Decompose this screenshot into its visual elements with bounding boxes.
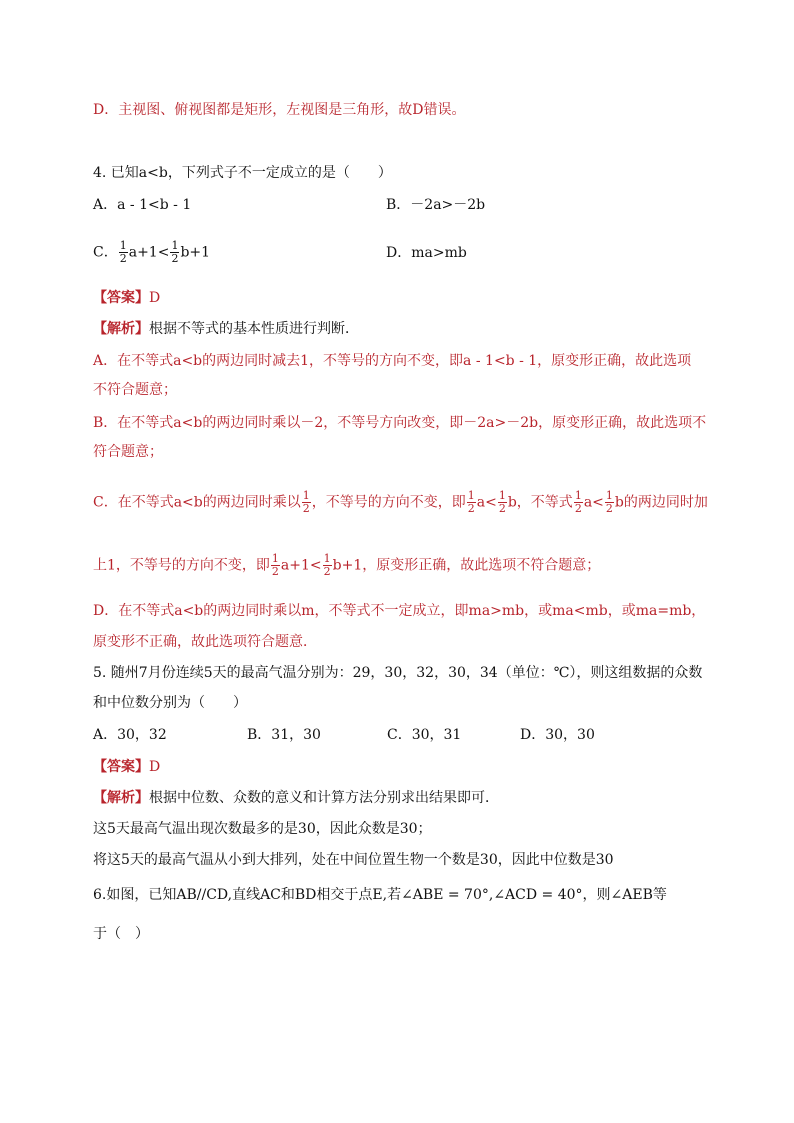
q5-explain-1: 这5天最高气温出现次数最多的是30，因此众数是30； [93,821,432,837]
q4-explain-c-1: C．在不等式a<b的两边同时乘以 $\frac{1}{2}$ ，不等号的方向不变，即 $\frac{1}{2}$ a< $\frac{1}{2}$ b，不等式 $\frac{1}{2}$ a< $\frac{1}{2}$ b的两边同时加 [93,489,708,515]
q5-answer: 【答案】D [93,759,161,775]
q5-option-d: D．30，30 [520,727,595,743]
fraction-half: $\frac{1}{2}$ [574,489,582,515]
q4-explain-b-1: B．在不等式a<b的两边同时乘以－2，不等号方向改变，即－2a>－2b，原变形正确，故此选项不 [93,415,707,431]
q6-stem-1: 6.如图，已知AB//CD,直线AC和BD相交于点E,若∠ABE = 70°,∠ACD = 40°，则∠AEB等 [93,887,667,903]
q4-stem: 4. 已知a<b，下列式子不一定成立的是（ ） [93,165,392,181]
fraction-half: $\frac{1}{2}$ [605,489,613,515]
q4-explain-d-2: 原变形不正确，故此选项符合题意． [93,634,317,650]
q5-explain-2: 将这5天的最高气温从小到大排列，处在中间位置生物一个数是30，因此中位数是30 [93,852,614,868]
q5-analysis: 【解析】根据中位数、众数的意义和计算方法分别求出结果即可． [93,790,499,806]
q4-answer: 【答案】D [93,290,161,306]
fraction-half: $\frac{1}{2}$ [467,489,475,515]
prev-answer-line: D．主视图、俯视图都是矩形，左视图是三角形，故D错误。 [93,102,466,118]
q4-option-d: D．ma>mb [386,245,467,261]
fraction-half: $\frac{1}{2}$ [323,552,331,578]
q6-stem-2: 于（ ） [93,926,149,942]
q5-stem-2: 和中位数分别为（ ） [93,695,247,711]
fraction-half: $\frac{1}{2}$ [271,552,279,578]
q4-option-c: C． $\frac{1}{2}$ a+1< $\frac{1}{2}$ b+1 [93,239,211,265]
q5-stem-1: 5. 随州7月份连续5天的最高气温分别为：29，30，32，30，34（单位：℃），则这组数据的众数 [93,665,703,681]
q4-option-a: A．a - 1<b - 1 [93,197,192,213]
fraction-half: $\frac{1}{2}$ [119,239,127,265]
q5-option-b: B．31，30 [247,727,321,743]
q4-explain-b-2: 符合题意； [93,444,163,460]
q4-explain-a-2: 不符合题意； [93,382,177,398]
q4-analysis: 【解析】根据不等式的基本性质进行判断． [93,321,359,337]
q4-explain-d-1: D．在不等式a<b的两边同时乘以m，不等式不一定成立，即ma>mb，或ma<mb，或ma=mb， [93,603,706,619]
q4-option-b: B．－2a>－2b [386,197,486,213]
q5-option-c: C．30，31 [387,727,462,743]
q4-explain-a-1: A．在不等式a<b的两边同时减去1，不等号的方向不变，即a - 1<b - 1，原变形正确，故此选项 [93,353,692,369]
fraction-half: $\frac{1}{2}$ [498,489,506,515]
fraction-half: $\frac{1}{2}$ [302,489,310,515]
q4-explain-c-2: 上1，不等号的方向不变，即 $\frac{1}{2}$ a+1< $\frac{1}{2}$ b+1，原变形正确，故此选项不符合题意； [93,552,601,578]
q5-option-a: A．30，32 [93,727,167,743]
fraction-half: $\frac{1}{2}$ [171,239,179,265]
